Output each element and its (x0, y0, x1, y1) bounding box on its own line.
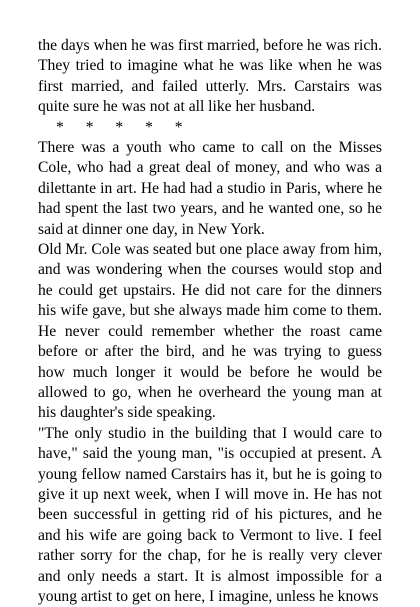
page-text (38, 36, 382, 607)
paragraph-old-mr-cole: Old Mr. Cole was seated but one place away from him, and was wondering when the courses would stop and he could get upstairs. He did not care for the dinners his wife gave, but she always made him come to them. He never could remember whether the roast came before or after the bird, and he was trying to guess how much longer it would be before he would be allowed to go, when he overheard the young man at his daughter's side speaking. (38, 241, 382, 422)
paragraph-continued: the days when he was first married, before he was rich. They tried to imagine what he was like when he was first married, and failed utterly. Mrs. Carstairs was quite sure he was not at all like her husband. (38, 37, 382, 116)
paragraph-youth: There was a youth who came to call on the Misses Cole, who had a great deal of money, and who was a dilettante in art. He had had a studio in Paris, where he had spent the last two years, and he wanted one, so he said at dinner one day, in New York. (38, 139, 382, 238)
paragraph-studio-speech: "The only studio in the building that I would care to have," said the young man, "is occupied at present. A young fellow named Carstairs has it, but he is going to give it up next week, when I will move in. He has not been successful in getting rid of his pictures, and he and his wife are going back to Vermont to live. I feel rather sorry for the chap, for he is really very clever and only needs a start. It is almost impossible for a young artist to get on here, I imagine, unless he knows (38, 424, 382, 605)
section-separator: * * * * * (56, 118, 183, 136)
